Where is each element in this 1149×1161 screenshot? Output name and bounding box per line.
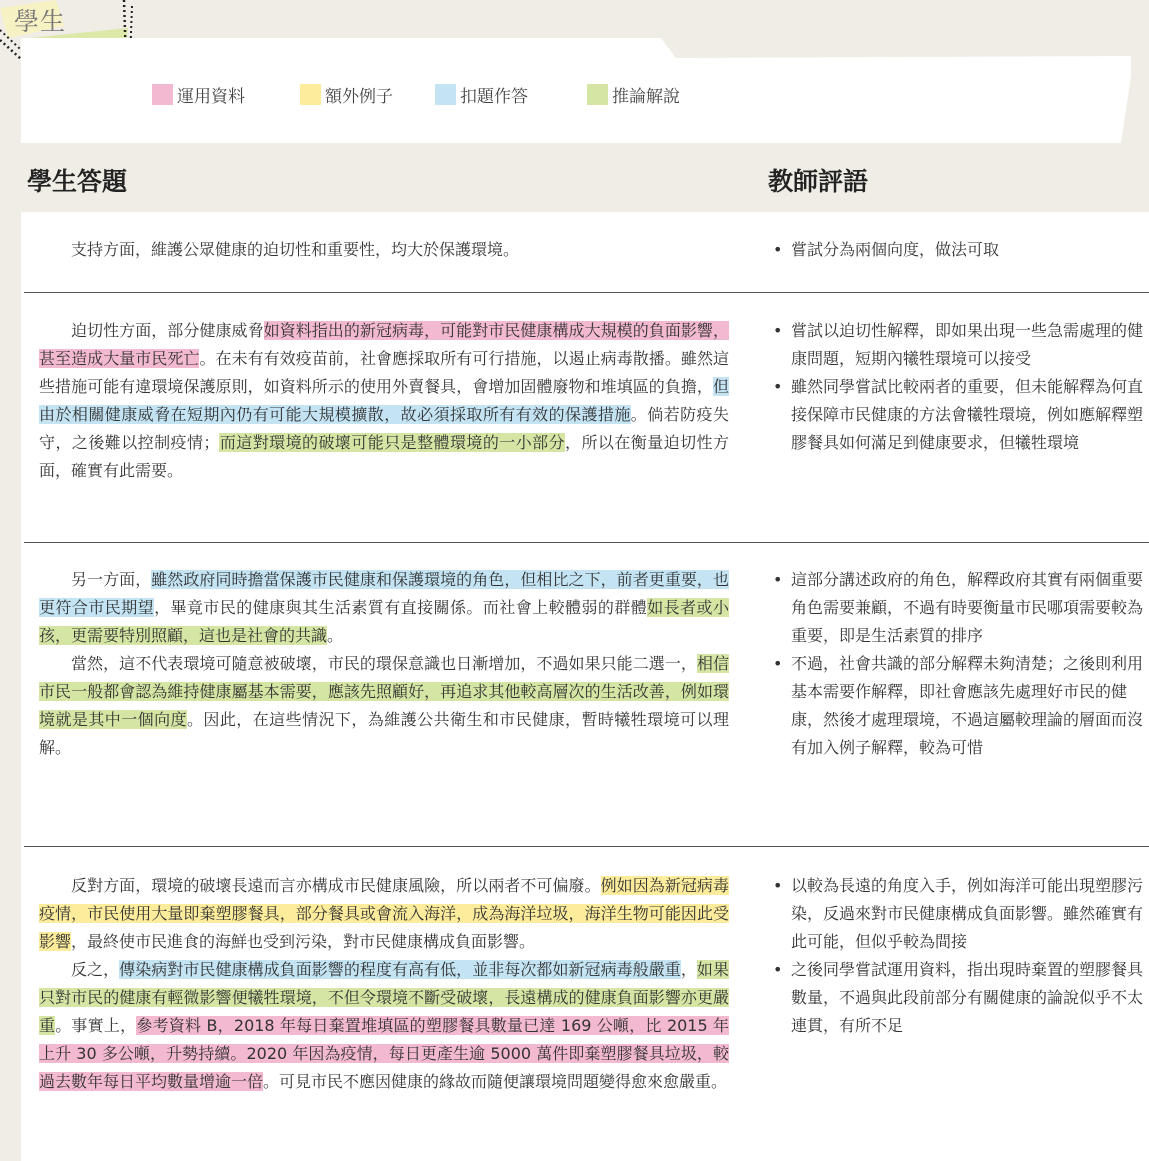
highlight-green: 如果只對市民的健康有輕微影響便犧牲環境，不但令環境不斷受破壞，長遠構成的健康負面影響亦更嚴重 (39, 960, 729, 1035)
highlight-blue: 但由於相關健康威脅在短期內仍有可能大規模擴散，故必須採取所有有效的保護措施 (39, 377, 729, 424)
comment-item: • 以較為長遠的角度入手，例如海洋可能出現塑膠污染，反過來對市民健康構成負面影響。雖然確實有此可能，但似乎較為間接 (767, 872, 1147, 956)
answer-text: ，最終使市民進食的海鮮也受到污染，對市民健康構成負面影響。 (71, 932, 536, 951)
answer-text: 當然，這不代表環境可隨意被破壞，市民的環保意識也日漸增加，不過如果只能二選一， (71, 654, 697, 673)
answer-text: ，畢竟市民的健康與其生活素質有直接關係。而社會上較體弱的群體 (154, 598, 648, 617)
answer-text: 另一方面， (71, 570, 152, 589)
row-divider (24, 542, 1149, 543)
comment-item: • 雖然同學嘗試比較兩者的重要，但未能解釋為何直接保障市民健康的方法會犧牲環境，例如應解釋塑膠餐具如何滿足到健康要求，但犧牲環境 (767, 373, 1147, 457)
answer-paragraph (39, 236, 729, 264)
highlight-blue: 雖然政府同時擔當保護市民健康和保護環境的角色，但相比之下，前者更重要，也更符合市民期望 (39, 570, 729, 617)
answer-paragraph (39, 872, 729, 956)
legend-swatch-yellow (300, 84, 321, 105)
comment-item: • 這部分講述政府的角色，解釋政府其實有兩個重要角色需要兼顧，不過有時要衡量市民哪項需要較為重要，即是生活素質的排序 (767, 566, 1147, 650)
student-answer (39, 236, 729, 264)
legend-label: 扣題作答 (460, 87, 528, 107)
legend-label: 推論解說 (612, 87, 680, 107)
highlight-pink: 如資料指出的新冠病毒，可能對市民健康構成大規模的負面影響，甚至造成大量市民死亡 (39, 321, 729, 368)
highlight-green: 相信市民一般都會認為維持健康屬基本需要，應該先照顧好，再追求其他較高層次的生活改善，例如環境就是其中一個向度 (39, 654, 729, 729)
highlight-green: 如長者或小孩，更需要特別照顧，這也是社會的共識 (39, 598, 729, 645)
student-answer (39, 317, 729, 485)
tag-line1: 學生 (14, 7, 67, 36)
answer-paragraph (39, 317, 729, 485)
row-divider (24, 846, 1149, 847)
answer-text: 迫切性方面，部分健康威脅 (71, 321, 264, 340)
legend-swatch-pink (152, 84, 173, 105)
teacher-comment (767, 317, 1147, 457)
teacher-comment-heading: 教師評語 (768, 167, 869, 196)
teacher-comment (767, 872, 1147, 1040)
comment-item: • 之後同學嘗試運用資料，指出現時棄置的塑膠餐具數量，不過與此段前部分有關健康的論說似乎不太連貫，有所不足 (767, 956, 1147, 1040)
answer-text: 。 (327, 626, 344, 645)
answer-text: 。可見市民不應因健康的緣故而隨便讓環境問題變得愈來愈嚴重。 (263, 1072, 728, 1091)
highlight-pink: 參考資料 B，2018 年每日棄置堆填區的塑膠餐具數量已達 169 公噸，比 2015 年上升 30 多公噸，升勢持續。2020 年因為疫情，每日更產生逾 5000 萬件即棄塑膠餐具垃圾，較過去數年每日平均數量增逾一倍 (39, 1016, 729, 1091)
answer-text: ，所以在衡量迫切性方面，確實有此需要。 (39, 433, 729, 480)
answer-text: 。倘若防疫失守，之後難以控制疫情； (39, 405, 729, 452)
answer-panel (21, 212, 1149, 1161)
legend-item-on-topic (435, 82, 587, 107)
highlight-yellow: 例如因為新冠病毒疫情，市民使用大量即棄塑膠餐具，部分餐具或會流入海洋，成為海洋垃圾，海洋生物可能因此受影響 (39, 876, 729, 951)
comment-item: • 嘗試分為兩個向度，做法可取 (767, 236, 1147, 264)
highlight-green: 而這對環境的破壞可能只是整體環境的一小部分 (219, 433, 566, 452)
comment-list (767, 566, 1147, 762)
comment-list (767, 872, 1147, 1040)
highlight-blue: 傳染病對市民健康構成負面影響的程度有高有低，並非每次都如新冠病毒般嚴重 (119, 960, 681, 979)
legend-label: 運用資料 (177, 87, 245, 107)
student-answer (39, 566, 729, 762)
highlight-legend (21, 38, 1131, 143)
legend-item-reasoning (587, 82, 727, 107)
legend-label: 額外例子 (325, 87, 393, 107)
answer-paragraph (39, 566, 729, 650)
student-answer-heading: 學生答題 (27, 167, 128, 196)
legend-item-data-use (152, 82, 300, 107)
student-answer (39, 872, 729, 1096)
answer-text: 反之， (71, 960, 120, 979)
comment-list (767, 236, 1147, 264)
row-divider (24, 292, 1149, 293)
legend-swatch-green (587, 84, 608, 105)
comment-item: • 嘗試以迫切性解釋，即如果出現一些急需處理的健康問題，短期內犧牲環境可以接受 (767, 317, 1147, 373)
answer-text: 。因此，在這些情況下，為維護公共衛生和市民健康，暫時犧牲環境可以理解。 (39, 710, 729, 757)
answer-text: 支持方面，維護公眾健康的迫切性和重要性，均大於保護環境。 (71, 240, 520, 259)
answer-paragraph (39, 956, 729, 1096)
answer-text: 反對方面，環境的破壞長遠而言亦構成市民健康風險，所以兩者不可偏廢。 (71, 876, 601, 895)
answer-text: 。事實上， (55, 1016, 137, 1035)
comment-list (767, 317, 1147, 457)
teacher-comment (767, 236, 1147, 264)
legend-swatch-blue (435, 84, 456, 105)
answer-text: 。在未有有效疫苗前，社會應採取所有可行措施，以遏止病毒散播。雖然這些措施可能有違環境保護原則，如資料所示的使用外賣餐具，會增加固體廢物和堆填區的負擔， (39, 349, 729, 396)
answer-text: ， (680, 960, 697, 979)
comment-item: • 不過，社會共識的部分解釋未夠清楚；之後則利用基本需要作解釋，即社會應該先處理好市民的健康，然後才處理環境，不過這屬較理論的層面而沒有加入例子解釋，較為可惜 (767, 650, 1147, 762)
legend-item-extra-example (300, 82, 435, 107)
answer-paragraph (39, 650, 729, 762)
teacher-comment (767, 566, 1147, 762)
